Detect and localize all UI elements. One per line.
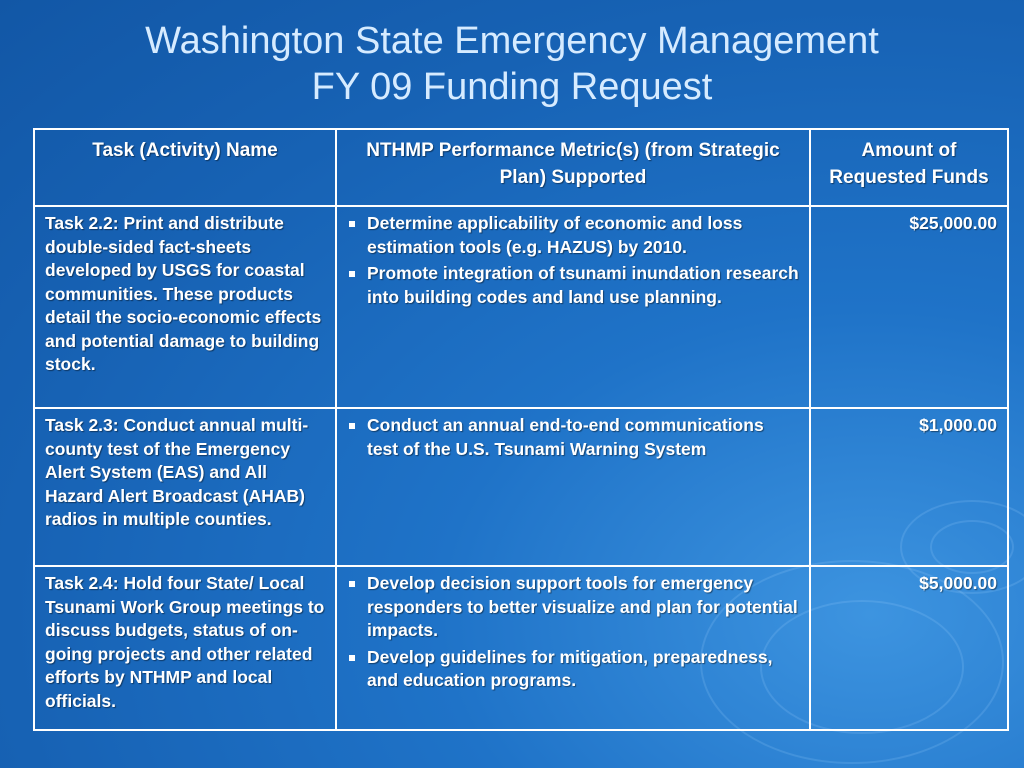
header-performance-metrics: NTHMP Performance Metric(s) (from Strategic Plan) Supported [336,129,810,206]
amount-cell: $25,000.00 [810,206,1008,408]
metrics-cell [336,566,810,730]
metric-item: Conduct an annual end-to-end communications test of the U.S. Tsunami Warning System [347,414,799,461]
header-requested-amount: Amount of Requested Funds [810,129,1008,206]
title-line-1: Washington State Emergency Management [145,20,879,62]
amount-cell: $1,000.00 [810,408,1008,566]
task-cell: Task 2.2: Print and distribute double-sided fact-sheets developed by USGS for coastal communities. These products detail the socio-economic effects and potential damage to building stock. [34,206,336,408]
metric-item: Develop decision support tools for emergency responders to better visualize and plan for potential impacts. [347,572,799,643]
metric-item: Develop guidelines for mitigation, preparedness, and education programs. [347,646,799,693]
table-header-row [34,129,1008,206]
metrics-cell [336,206,810,408]
metrics-list [347,212,799,309]
metric-item: Promote integration of tsunami inundation research into building codes and land use planning. [347,262,799,309]
task-cell: Task 2.4: Hold four State/ Local Tsunami Work Group meetings to discuss budgets, status of on-going projects and other related efforts by NTHMP and local officials. [34,566,336,730]
title-line-2: FY 09 Funding Request [311,66,713,108]
table-row [34,206,1008,408]
metrics-list [347,414,799,461]
header-task-name: Task (Activity) Name [34,129,336,206]
metric-item: Determine applicability of economic and loss estimation tools (e.g. HAZUS) by 2010. [347,212,799,259]
slide-title [0,18,1024,110]
table-row [34,408,1008,566]
amount-cell: $5,000.00 [810,566,1008,730]
metrics-list [347,572,799,693]
metrics-cell [336,408,810,566]
funding-table [33,128,1009,731]
table-row [34,566,1008,730]
task-cell: Task 2.3: Conduct annual multi-county test of the Emergency Alert System (EAS) and All Hazard Alert Broadcast (AHAB) radios in multiple counties. [34,408,336,566]
